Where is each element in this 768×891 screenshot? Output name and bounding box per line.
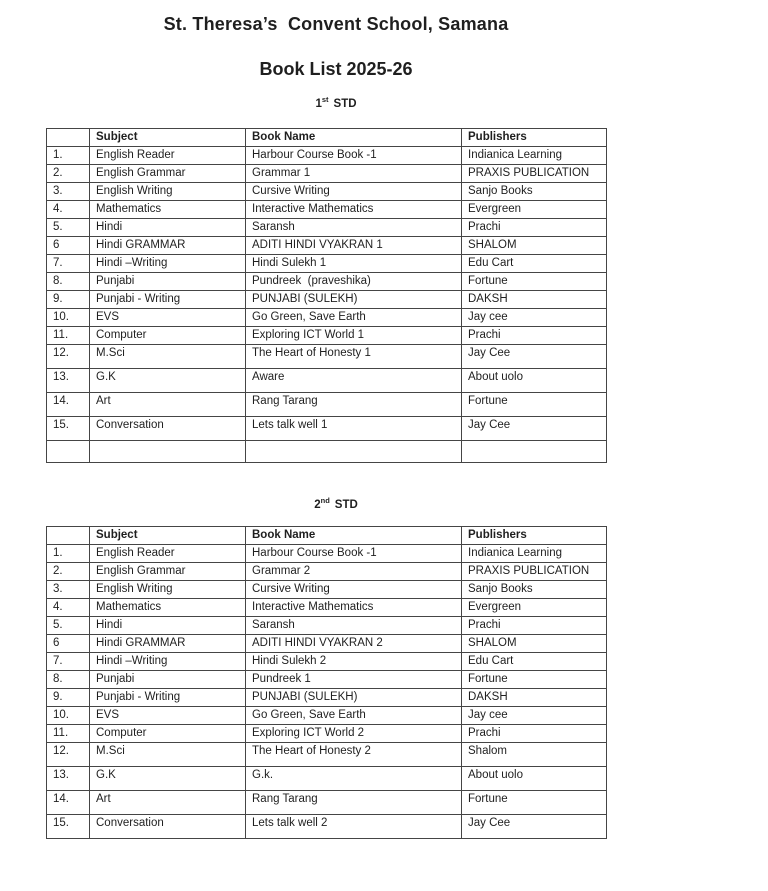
- table-cell: Cursive Writing: [246, 581, 462, 599]
- table-cell: 15.: [47, 815, 90, 839]
- table-cell: Harbour Course Book -1: [246, 147, 462, 165]
- table-cell: Hindi Sulekh 1: [246, 255, 462, 273]
- table-cell: Pundreek (praveshika): [246, 273, 462, 291]
- table-cell: Hindi GRAMMAR: [90, 237, 246, 255]
- table-cell: Evergreen: [462, 201, 607, 219]
- table-cell: PRAXIS PUBLICATION: [462, 563, 607, 581]
- table-cell: G.K: [90, 767, 246, 791]
- table-cell: G.K: [90, 369, 246, 393]
- table-cell: 9.: [47, 291, 90, 309]
- table-cell: The Heart of Honesty 1: [246, 345, 462, 369]
- table-cell: English Writing: [90, 581, 246, 599]
- table-cell: About uolo: [462, 767, 607, 791]
- table-row: [47, 147, 607, 165]
- table-cell: Indianica Learning: [462, 147, 607, 165]
- table-row: [47, 599, 607, 617]
- table-cell: Go Green, Save Earth: [246, 309, 462, 327]
- table-row: [47, 369, 607, 393]
- table-row: [47, 653, 607, 671]
- table-cell: Prachi: [462, 725, 607, 743]
- booklist-table-1st-std: [46, 128, 607, 463]
- table-cell: PUNJABI (SULEKH): [246, 689, 462, 707]
- table-cell: Punjabi - Writing: [90, 689, 246, 707]
- table-row: [47, 545, 607, 563]
- table-row: [47, 635, 607, 653]
- table-cell: Fortune: [462, 671, 607, 689]
- table-cell: 14.: [47, 393, 90, 417]
- table-cell: EVS: [90, 707, 246, 725]
- table-cell: 6: [47, 635, 90, 653]
- table-cell: M.Sci: [90, 743, 246, 767]
- column-header-book-name: Book Name: [246, 129, 462, 147]
- table-cell: 13.: [47, 767, 90, 791]
- table-row: [47, 767, 607, 791]
- table-cell: Punjabi: [90, 273, 246, 291]
- table-row: [47, 707, 607, 725]
- table-cell: Saransh: [246, 617, 462, 635]
- table-cell: Art: [90, 393, 246, 417]
- table-cell: Edu Cart: [462, 653, 607, 671]
- table-cell: PUNJABI (SULEKH): [246, 291, 462, 309]
- table-cell: 8.: [47, 671, 90, 689]
- table-row: [47, 725, 607, 743]
- table-cell: English Reader: [90, 545, 246, 563]
- table-cell: Jay Cee: [462, 815, 607, 839]
- table-cell: The Heart of Honesty 2: [246, 743, 462, 767]
- table-cell: English Writing: [90, 183, 246, 201]
- table-cell: 11.: [47, 725, 90, 743]
- table-cell: 2.: [47, 165, 90, 183]
- table-cell: Pundreek 1: [246, 671, 462, 689]
- table-row: [47, 563, 607, 581]
- table-cell: 5.: [47, 617, 90, 635]
- table-cell: EVS: [90, 309, 246, 327]
- table-row: [47, 689, 607, 707]
- table-cell: Hindi: [90, 219, 246, 237]
- table-cell: SHALOM: [462, 237, 607, 255]
- table-cell: ADITI HINDI VYAKRAN 2: [246, 635, 462, 653]
- document-content: [46, 0, 626, 839]
- table-cell: Hindi GRAMMAR: [90, 635, 246, 653]
- section-label-1st-std: [46, 95, 626, 111]
- table-cell: Computer: [90, 327, 246, 345]
- column-header-publishers: Publishers: [462, 527, 607, 545]
- table-cell: DAKSH: [462, 689, 607, 707]
- table-cell: About uolo: [462, 369, 607, 393]
- table-cell: Lets talk well 1: [246, 417, 462, 441]
- table-cell: Hindi –Writing: [90, 255, 246, 273]
- table-row: [47, 815, 607, 839]
- table-cell: English Grammar: [90, 165, 246, 183]
- table-cell: Punjabi - Writing: [90, 291, 246, 309]
- table-cell: [47, 441, 90, 463]
- table-cell: 7.: [47, 255, 90, 273]
- table-row: [47, 309, 607, 327]
- section-label-2nd-std: [46, 496, 626, 512]
- table-cell: Hindi –Writing: [90, 653, 246, 671]
- table-cell: Aware: [246, 369, 462, 393]
- table-cell: 10.: [47, 707, 90, 725]
- table-cell: [90, 441, 246, 463]
- table-cell: 9.: [47, 689, 90, 707]
- table-cell: 4.: [47, 201, 90, 219]
- table-cell: Mathematics: [90, 599, 246, 617]
- table-cell: Indianica Learning: [462, 545, 607, 563]
- table-cell: ADITI HINDI VYAKRAN 1: [246, 237, 462, 255]
- column-header-publishers: Publishers: [462, 129, 607, 147]
- table-row: [47, 417, 607, 441]
- grade-number: 1: [315, 98, 322, 110]
- table-cell: 15.: [47, 417, 90, 441]
- table-cell: Harbour Course Book -1: [246, 545, 462, 563]
- table-row: [47, 273, 607, 291]
- table-cell: SHALOM: [462, 635, 607, 653]
- table-cell: [246, 441, 462, 463]
- table-row: [47, 581, 607, 599]
- table-row: [47, 201, 607, 219]
- grade-word: STD: [334, 499, 358, 511]
- table-cell: Prachi: [462, 327, 607, 345]
- table-row: [47, 791, 607, 815]
- grade-number: 2: [314, 499, 321, 511]
- table-cell: Art: [90, 791, 246, 815]
- table-cell: Exploring ICT World 2: [246, 725, 462, 743]
- table-cell: 3.: [47, 183, 90, 201]
- column-header-subject: Subject: [90, 129, 246, 147]
- table-row: [47, 255, 607, 273]
- table-cell: Hindi Sulekh 2: [246, 653, 462, 671]
- table-cell: Rang Tarang: [246, 393, 462, 417]
- table-row: [47, 617, 607, 635]
- table-row: [47, 671, 607, 689]
- table-cell: English Grammar: [90, 563, 246, 581]
- table-cell: 4.: [47, 599, 90, 617]
- table-cell: Exploring ICT World 1: [246, 327, 462, 345]
- table-row: [47, 291, 607, 309]
- table-cell: Punjabi: [90, 671, 246, 689]
- table-cell: Fortune: [462, 273, 607, 291]
- table-cell: 12.: [47, 743, 90, 767]
- table-cell: Computer: [90, 725, 246, 743]
- table-cell: Sanjo Books: [462, 581, 607, 599]
- table-cell: 6: [47, 237, 90, 255]
- table-cell: Conversation: [90, 417, 246, 441]
- table-cell: Jay Cee: [462, 417, 607, 441]
- table-cell: 11.: [47, 327, 90, 345]
- table-cell: Interactive Mathematics: [246, 599, 462, 617]
- table-header-row: [47, 527, 607, 545]
- table-cell: 10.: [47, 309, 90, 327]
- table-cell: G.k.: [246, 767, 462, 791]
- column-header-book-name: Book Name: [246, 527, 462, 545]
- table-cell: Edu Cart: [462, 255, 607, 273]
- table-row: [47, 237, 607, 255]
- table-row: [47, 345, 607, 369]
- table-cell: Grammar 1: [246, 165, 462, 183]
- table-cell: 14.: [47, 791, 90, 815]
- table-row: [47, 743, 607, 767]
- table-header-row: [47, 129, 607, 147]
- table-row: [47, 219, 607, 237]
- table-cell: Sanjo Books: [462, 183, 607, 201]
- table-cell: Saransh: [246, 219, 462, 237]
- table-cell: Interactive Mathematics: [246, 201, 462, 219]
- table-row: [47, 441, 607, 463]
- table-row: [47, 393, 607, 417]
- grade-suffix: st: [321, 95, 329, 105]
- table-cell: Lets talk well 2: [246, 815, 462, 839]
- table-cell: 8.: [47, 273, 90, 291]
- grade-word: STD: [333, 98, 357, 110]
- table-cell: 1.: [47, 147, 90, 165]
- table-cell: Fortune: [462, 791, 607, 815]
- table-cell: 5.: [47, 219, 90, 237]
- table-cell: Grammar 2: [246, 563, 462, 581]
- table-cell: Mathematics: [90, 201, 246, 219]
- column-header-index: [47, 527, 90, 545]
- table-row: [47, 183, 607, 201]
- booklist-title: Book List 2025-26: [259, 58, 413, 79]
- table-cell: Cursive Writing: [246, 183, 462, 201]
- table-cell: PRAXIS PUBLICATION: [462, 165, 607, 183]
- table-cell: Go Green, Save Earth: [246, 707, 462, 725]
- table-cell: M.Sci: [90, 345, 246, 369]
- table-row: [47, 165, 607, 183]
- table-cell: DAKSH: [462, 291, 607, 309]
- table-cell: Evergreen: [462, 599, 607, 617]
- table-cell: Shalom: [462, 743, 607, 767]
- table-cell: English Reader: [90, 147, 246, 165]
- table-cell: 12.: [47, 345, 90, 369]
- table-cell: Fortune: [462, 393, 607, 417]
- table-row: [47, 327, 607, 345]
- table-cell: Jay Cee: [462, 345, 607, 369]
- booklist-table-2nd-std: [46, 526, 607, 839]
- table-cell: 13.: [47, 369, 90, 393]
- table-cell: Jay cee: [462, 707, 607, 725]
- table-cell: 2.: [47, 563, 90, 581]
- table-cell: 7.: [47, 653, 90, 671]
- table-cell: Rang Tarang: [246, 791, 462, 815]
- column-header-index: [47, 129, 90, 147]
- table-cell: 3.: [47, 581, 90, 599]
- table-cell: Prachi: [462, 617, 607, 635]
- table-cell: Prachi: [462, 219, 607, 237]
- table-cell: Hindi: [90, 617, 246, 635]
- column-header-subject: Subject: [90, 527, 246, 545]
- school-title: St. Theresa’s Convent School, Samana: [163, 14, 509, 34]
- table-cell: [462, 441, 607, 463]
- table-cell: 1.: [47, 545, 90, 563]
- grade-suffix: nd: [320, 496, 330, 506]
- table-cell: Jay cee: [462, 309, 607, 327]
- table-cell: Conversation: [90, 815, 246, 839]
